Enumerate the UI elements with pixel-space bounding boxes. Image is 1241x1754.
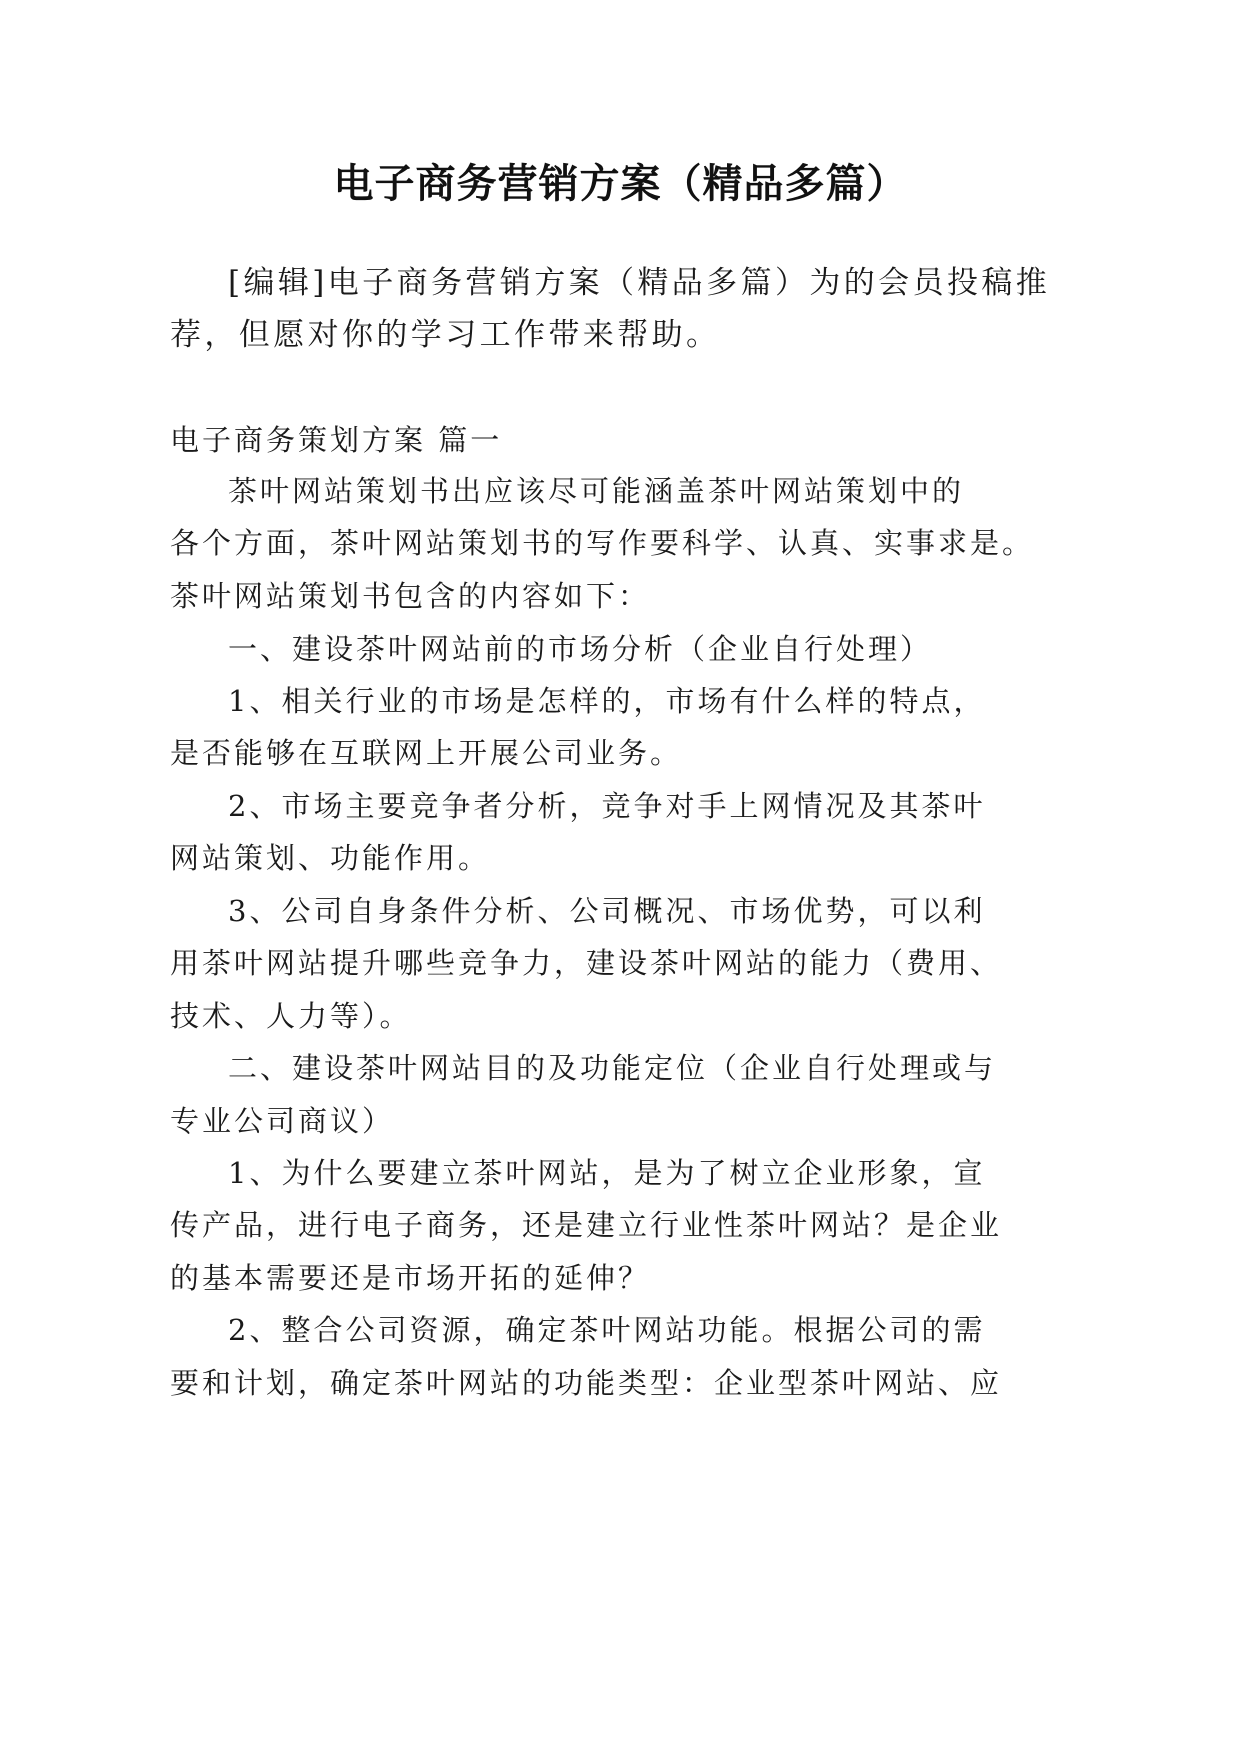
intro-line: 荐，但愿对你的学习工作带来帮助。 (170, 317, 721, 353)
body-line: 3、公司自身条件分析、公司概况、市场优势，可以利 (228, 894, 986, 928)
body-line: 2、市场主要竞争者分析，竞争对手上网情况及其茶叶 (228, 789, 986, 823)
body-line: 1、相关行业的市场是怎样的，市场有什么样的特点， (228, 684, 986, 718)
body-line: 专业公司商议） (170, 1104, 395, 1138)
section-heading: 电子商务策划方案 篇一 (170, 423, 503, 457)
body-line: 的基本需要还是市场开拓的延伸？ (170, 1261, 651, 1295)
body-line: 茶叶网站策划书出应该尽可能涵盖茶叶网站策划中的 (228, 474, 965, 508)
intro-line: [编辑]电子商务营销方案（精品多篇）为的会员投稿推 (228, 265, 1051, 301)
body-line: 传产品，进行电子商务，还是建立行业性茶叶网站？是企业 (170, 1208, 1003, 1242)
body-line: 茶叶网站策划书包含的内容如下： (170, 579, 651, 613)
body-line: 二、建设茶叶网站目的及功能定位（企业自行处理或与 (228, 1051, 997, 1085)
body-line: 网站策划、功能作用。 (170, 841, 491, 875)
body-line: 1、为什么要建立茶叶网站，是为了树立企业形象，宣 (228, 1156, 986, 1190)
body-line: 要和计划，确定茶叶网站的功能类型：企业型茶叶网站、应 (170, 1366, 1003, 1400)
body-line: 一、建设茶叶网站前的市场分析（企业自行处理） (228, 632, 933, 666)
body-line: 是否能够在互联网上开展公司业务。 (170, 736, 683, 770)
body-line: 技术、人力等）。 (170, 999, 412, 1033)
document-title: 电子商务营销方案（精品多篇） (333, 160, 908, 207)
body-line: 2、整合公司资源，确定茶叶网站功能。根据公司的需 (228, 1313, 986, 1347)
body-line: 各个方面，茶叶网站策划书的写作要科学、认真、实事求是。 (170, 526, 1035, 560)
body-line: 用茶叶网站提升哪些竞争力，建设茶叶网站的能力（费用、 (170, 946, 1003, 980)
